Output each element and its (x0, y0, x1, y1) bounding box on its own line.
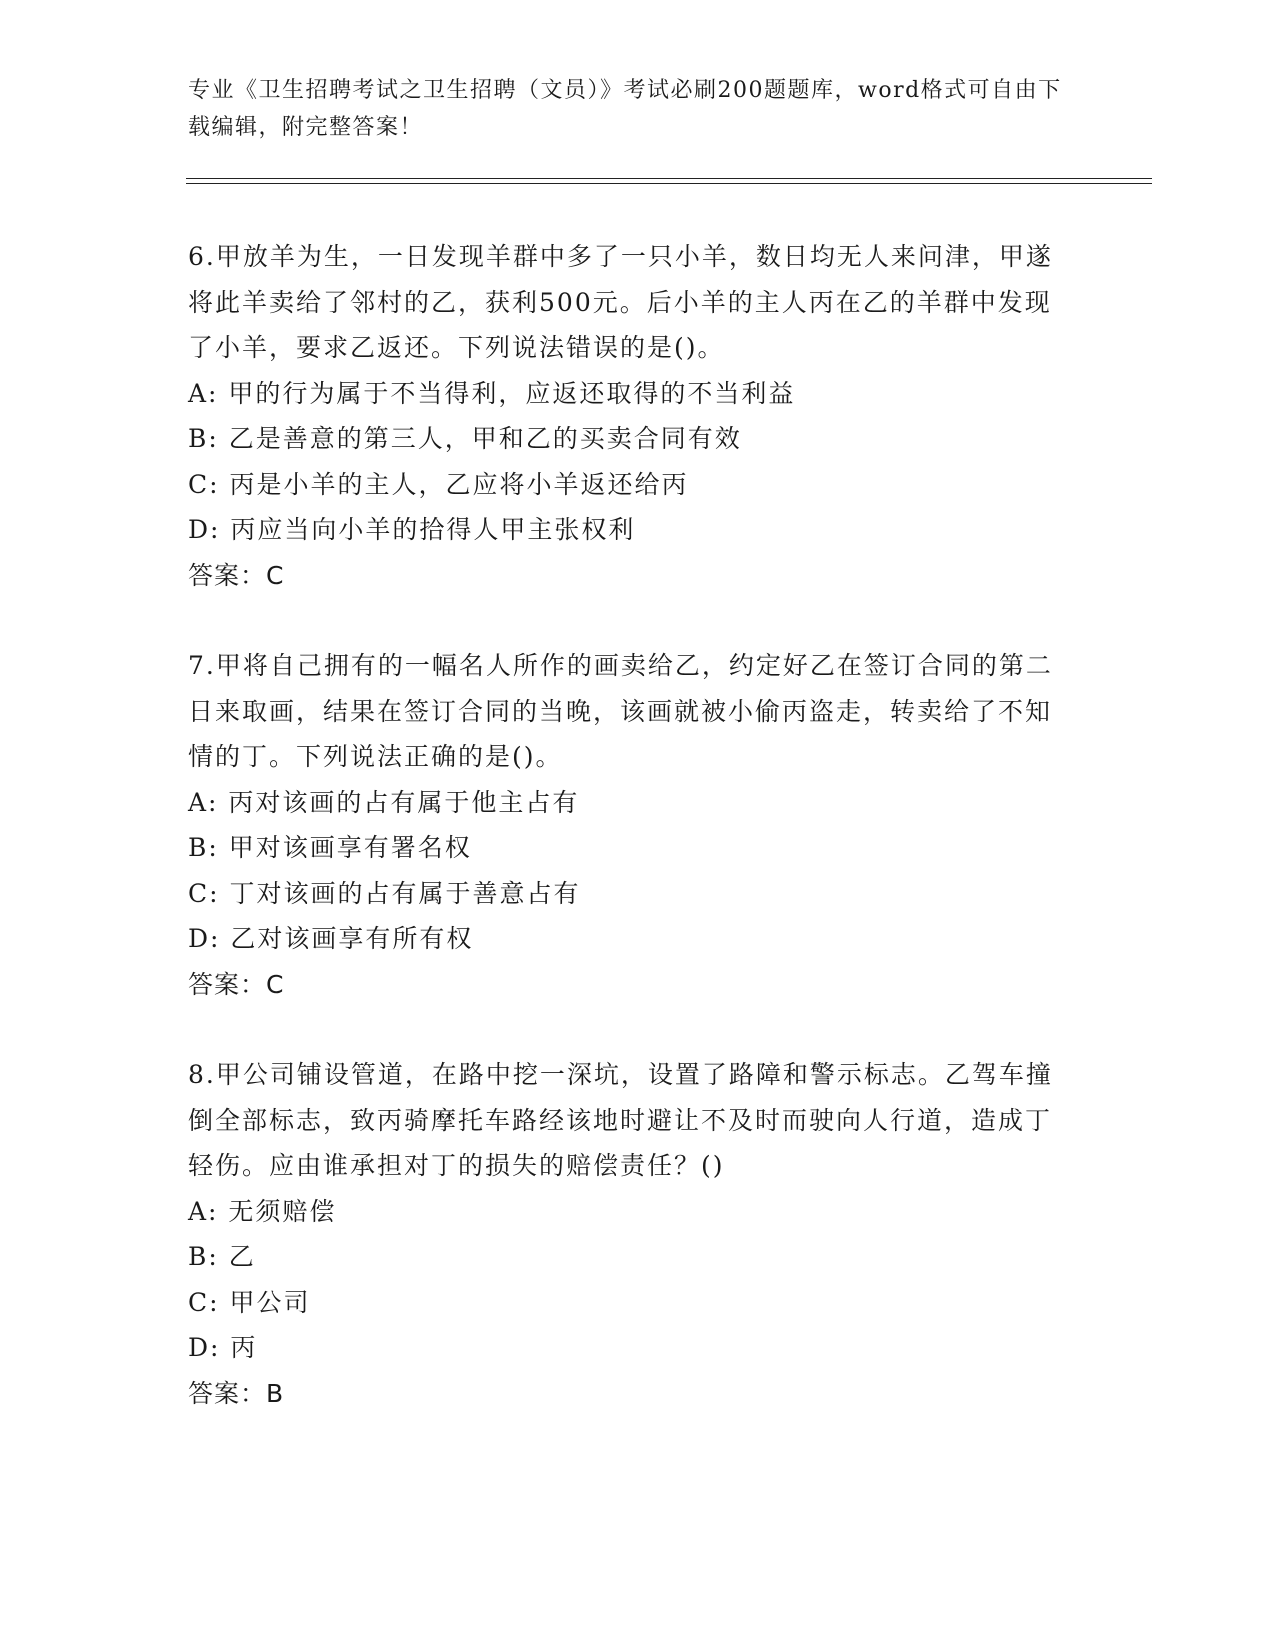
header-divider (186, 178, 1152, 184)
option-c: C: 甲公司 (188, 1287, 311, 1317)
option-c: C: 丙是小羊的主人，乙应将小羊返还给丙 (188, 469, 689, 499)
option-d: D: 丙应当向小羊的拾得人甲主张权利 (188, 515, 636, 544)
option-b: B: 乙是善意的第三人，甲和乙的买卖合同有效 (188, 424, 742, 453)
question-6 (188, 234, 1068, 598)
option-a: A: 丙对该画的占有属于他主占有 (188, 787, 580, 817)
question-stem: 6.甲放羊为生，一日发现羊群中多了一只小羊，数日均无人来问津，甲遂将此羊卖给了邻村的乙，获利500元。后小羊的主人丙在乙的羊群中发现了小羊，要求乙返还。下列说法错误的是()。 (188, 242, 1053, 362)
option-c: C: 丁对该画的占有属于善意占有 (188, 878, 581, 908)
option-b: B: 甲对该画享有署名权 (188, 833, 472, 862)
option-b: B: 乙 (188, 1242, 256, 1271)
option-a: A: 无须赔偿 (188, 1196, 337, 1226)
document-header (188, 72, 1068, 146)
option-d: D: 丙 (188, 1333, 258, 1362)
answer: 答案：B (188, 1378, 285, 1408)
question-stem: 8.甲公司铺设管道，在路中挖一深坑，设置了路障和警示标志。乙驾车撞倒全部标志，致丙骑摩托车路经该地时避让不及时而驶向人行道，造成丁轻伤。应由谁承担对丁的损失的赔偿责任？() (188, 1060, 1053, 1180)
question-8 (188, 1052, 1068, 1416)
question-stem: 7.甲将自己拥有的一幅名人所作的画卖给乙，约定好乙在签订合同的第二日来取画，结果在签订合同的当晚，该画就被小偷丙盗走，转卖给了不知情的丁。下列说法正确的是()。 (188, 651, 1053, 771)
answer: 答案：C (188, 560, 285, 590)
answer: 答案：C (188, 969, 285, 999)
option-a: A: 甲的行为属于不当得利，应返还取得的不当利益 (188, 378, 796, 408)
option-d: D: 乙对该画享有所有权 (188, 924, 474, 953)
header-text: 专业《卫生招聘考试之卫生招聘（文员）》考试必刷200题题库，word格式可自由下载编辑，附完整答案！ (188, 78, 1062, 140)
question-7 (188, 643, 1068, 1007)
